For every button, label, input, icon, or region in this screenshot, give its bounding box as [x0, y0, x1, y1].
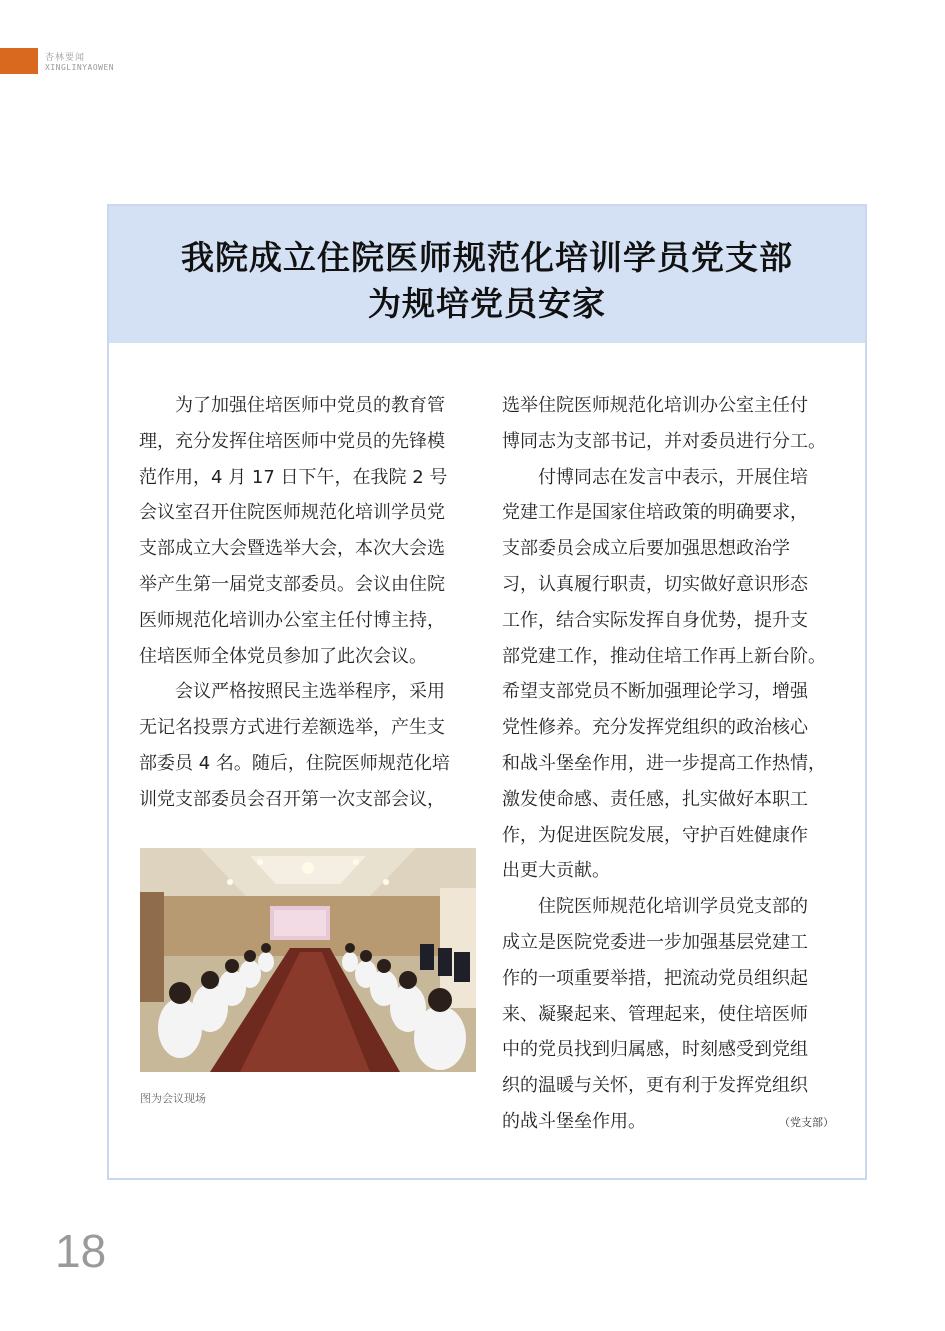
text-line: 来、凝聚起来、管理起来，使住培医师	[502, 1003, 808, 1025]
text-line: 织的温暖与关怀，更有利于发挥党组织	[502, 1075, 808, 1097]
text-line: 支部委员会成立后要加强思想政治学	[502, 538, 790, 560]
text-line: 部委员 4 名。随后，住院医师规范化培	[139, 752, 450, 774]
text-line: 党建工作是国家住培政策的明确要求，	[502, 502, 808, 524]
photo-caption: 图为会议现场	[140, 1092, 206, 1105]
text-line: 部党建工作，推动住培工作再上新台阶。	[502, 645, 826, 667]
article-frame	[107, 204, 867, 1180]
text-line: 作的一项重要举措，把流动党员组织起	[502, 967, 808, 989]
text-line: 选举住院医师规范化培训办公室主任付	[502, 395, 808, 416]
text-line: 无记名投票方式进行差额选举，产生支	[139, 717, 445, 739]
article-body-right-column	[502, 388, 840, 1140]
text-line: 支部成立大会暨选举大会，本次大会选	[139, 538, 445, 560]
text-line: 党性修养。充分发挥党组织的政治核心	[502, 717, 808, 739]
text-line: 范作用，4 月 17 日下午，在我院 2 号	[139, 466, 448, 488]
text-line: 希望支部党员不断加强理论学习，增强	[502, 681, 808, 703]
text-line: 住培医师全体党员参加了此次会议。	[139, 645, 427, 667]
text-line: 激发使命感、责任感，扎实做好本职工	[502, 788, 808, 810]
title-band	[109, 206, 865, 343]
text-line: 出更大贡献。	[502, 860, 610, 882]
text-line: 医师规范化培训办公室主任付博主持，	[139, 609, 445, 631]
text-line: 训党支部委员会召开第一次支部会议，	[139, 788, 445, 810]
text-line: 中的党员找到归属感，时刻感受到党组	[502, 1039, 808, 1061]
meeting-photo	[140, 848, 476, 1072]
section-name: 杏林要闻	[45, 53, 86, 63]
text-line: 会议严格按照民主选举程序，采用	[139, 681, 445, 703]
text-line: 为了加强住培医师中党员的教育管	[139, 395, 445, 416]
text-line: 作，为促进医院发展，守护百姓健康作	[502, 824, 808, 846]
text-line: 成立是医院党委进一步加强基层党建工	[502, 931, 808, 953]
text-line: 会议室召开住院医师规范化培训学员党	[139, 502, 445, 524]
text-line: 博同志为支部书记，并对委员进行分工。	[502, 430, 826, 452]
text-line: 习，认真履行职责，切实做好意识形态	[502, 573, 808, 595]
article-signature: （党支部）	[779, 1116, 834, 1129]
article-body-left-column	[139, 388, 477, 818]
text-line: 工作，结合实际发挥自身优势，提升支	[502, 609, 808, 631]
text-line: 举产生第一届党支部委员。会议由住院	[139, 573, 445, 595]
article-title-line-2: 为规培党员安家	[368, 284, 606, 323]
text-line: 住院医师规范化培训学员党支部的	[502, 896, 808, 918]
section-name-pinyin: XINGLINYAOWEN	[45, 63, 115, 72]
text-line: 付博同志在发言中表示，开展住培	[502, 466, 808, 488]
text-line: 理，充分发挥住培医师中党员的先锋模	[139, 430, 445, 452]
page-number: 18	[55, 1225, 107, 1277]
text-line: 的战斗堡垒作用。	[502, 1110, 646, 1132]
article-title-line-1: 我院成立住院医师规范化培训学员党支部	[181, 238, 793, 277]
text-line: 和战斗堡垒作用，进一步提高工作热情，	[502, 752, 826, 774]
section-accent-tab	[0, 48, 38, 74]
